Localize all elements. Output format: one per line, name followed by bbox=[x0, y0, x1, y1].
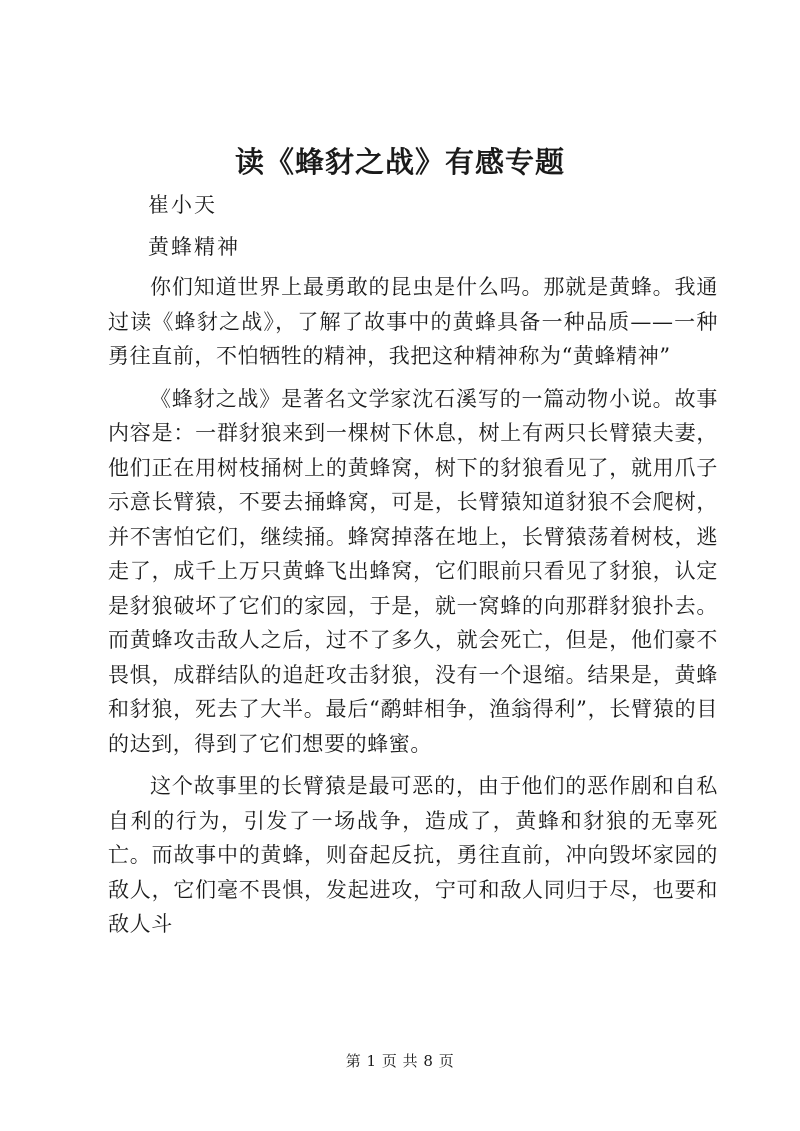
paragraph-2: 《蜂豺之战》是著名文学家沈石溪写的一篇动物小说。故事内容是：一群豺狼来到一棵树下休息，树上有两只长臂猿夫妻，他们正在用树枝捅树上的黄蜂窝，树下的豺狼看见了，就用爪子示意长臂猿，不要去捅蜂窝，可是，长臂猿知道豺狼不会爬树，并不害怕它们，继续捅。蜂窝掉落在地上，长臂猿荡着树枝，逃走了，成千上万只黄蜂飞出蜂窝，它们眼前只看见了豺狼，认定是豺狼破坏了它们的家园，于是，就一窝蜂的向那群豺狼扑去。而黄蜂攻击敌人之后，过不了多久，就会死亡，但是，他们豪不畏惧，成群结队的追赶攻击豺狼，没有一个退缩。结果是，黄蜂和豺狼，死去了大半。最后“鹬蚌相争，渔翁得利”，长臂猿的目的达到，得到了它们想要的蜂蜜。 bbox=[108, 386, 718, 756]
author-name: 崔小天 bbox=[148, 193, 217, 217]
paragraph-1: 你们知道世界上最勇敢的昆虫是什么吗。那就是黄蜂。我通过读《蜂豺之战》，了解了故事中的黄蜂具备一种品质——一种勇往直前，不怕牺牲的精神，我把这种精神称为“黄蜂精神” bbox=[108, 275, 718, 368]
page-number-footer: 第 1 页 共 8 页 bbox=[345, 1052, 455, 1070]
section-heading: 黄蜂精神 bbox=[148, 235, 240, 259]
body-text bbox=[108, 270, 718, 950]
paragraph-3: 这个故事里的长臂猿是最可恶的，由于他们的恶作剧和自私自利的行为，引发了一场战争，造成了，黄蜂和豺狼的无辜死亡。而故事中的黄蜂，则奋起反抗，勇往直前，冲向毁坏家园的敌人，它们毫不畏惧，发起进攻，宁可和敌人同归于尽，也要和敌人斗 bbox=[108, 774, 718, 936]
document-title: 读《蜂豺之战》有感专题 bbox=[234, 145, 565, 179]
